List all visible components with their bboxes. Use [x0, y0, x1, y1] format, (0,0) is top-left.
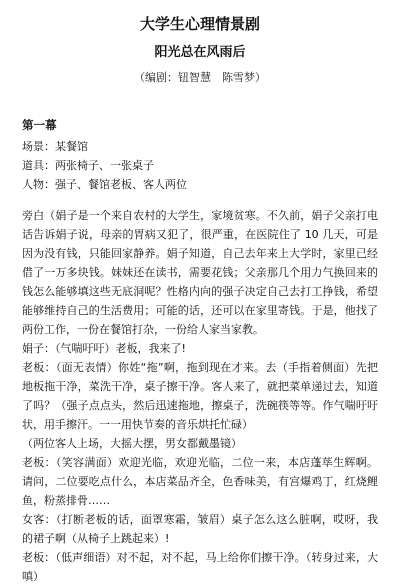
dialogue-line: 女客：（打断老板的话，面罩寒霜，皱眉）桌子怎么这么脏啊，哎呀，我的裙子啊（从椅子上跳起来）!	[22, 513, 378, 545]
dialogue-line: 老板：（低声细语）对不起，对不起，马上给你们擦干净。（转身过来，大嗔）	[22, 551, 378, 583]
dialogue-line: 老板：（笑容满面）欢迎光临，欢迎光临，二位一来，本店蓬荜生辉啊。请问，二位要吃点什么，本店菜品齐全，色香味美，有宫爆鸡丁，红烧鲤鱼，粉蒸排骨……	[22, 456, 378, 507]
document-title: 大学生心理情景剧	[139, 15, 260, 33]
stage-direction: （两位客人上场，大摇大摆，男女都戴墨镜）	[22, 437, 242, 450]
document-subtitle: 阳光总在风雨后	[154, 45, 246, 60]
props-line: 道具：两张椅子、一张桌子	[22, 159, 154, 172]
scene-line: 场景：某餐馆	[22, 140, 88, 153]
act-heading: 第一幕	[22, 118, 57, 132]
script-body	[22, 206, 378, 586]
dialogue-line: 老板：（面无表情）你姓“拖”啊，拖到现在才来。去（手指着侧面）先把地板拖干净，菜洗干净，桌子擦干净。客人来了，就把菜单递过去，知道了吗？（强子点点头，然后迅速拖地，擦桌子，洗碗筷等等。作气喘吁吁状，用手擦汗。一一用快节奏的音乐烘托忙碌）	[22, 361, 378, 431]
narration-paragraph: 旁白（娟子是一个来自农村的大学生，家境贫寒。不久前，娟子父亲打电话告诉娟子说，母亲的胃病又犯了，很严重，在医院住了 10 几天，可是因为没有钱，只能回家静养。娟子知道，自己去年来上大学时，家里已经借了一万多块钱。妹妹还在读书，需要花钱；父亲那几个用力气换回来的钱怎么能够填这些无底洞呢？性格内向的强子决定自己去打工挣钱，希望能够维持自己的生活费用；可能的话，还可以在家里寄钱。于是，他找了两份工作，一份在餐馆打杂，一份给人家当家教。	[22, 209, 378, 336]
dialogue-line: 娟子：（气喘吁吁）老板，我来了!	[22, 342, 186, 355]
document-credits: （编剧：钮智慧 陈雪梦）	[134, 71, 266, 84]
characters-line: 人物：强子、餐馆老板、客人两位	[22, 178, 187, 191]
